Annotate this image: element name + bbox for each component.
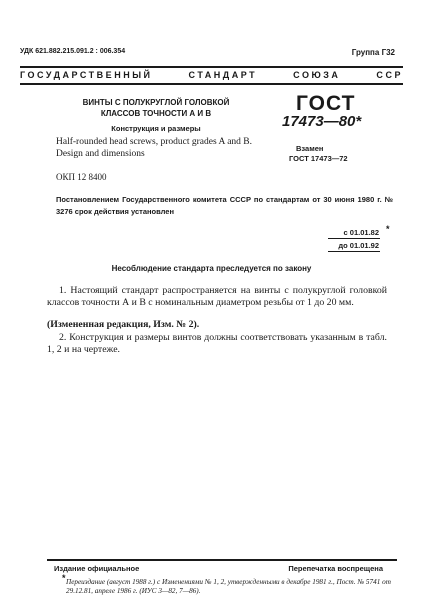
reissue-note: Переиздание (август 1988 г.) с Изменениями № 1, 2, утвержденными в декабре 1981 г., Пост. № 5741 от 29.12.81, апреле 1986 г. (ИУС 3—82, 7—86). <box>66 578 391 595</box>
footer-rule <box>47 559 397 561</box>
validity-from-rule <box>328 238 380 239</box>
asterisk-mark: * <box>386 224 390 234</box>
paragraph-2: 2. Конструкция и размеры винтов должны соответствовать указанным в табл. 1, 2 и на чертеже. <box>47 332 387 355</box>
footnote-star: * <box>62 573 66 583</box>
gost-number: 17473—80* <box>282 113 362 130</box>
english-title <box>56 137 252 160</box>
gost-label: ГОСТ <box>296 92 356 115</box>
official-edition: Издание официальное <box>54 564 140 573</box>
english-title-line-1: Half-rounded head screws, product grades A and B. <box>56 137 253 147</box>
resolution-text: Постановлением Государственного комитета СССР по стандартам от 30 июня 1980 г. № 3276 срок действия установлен <box>56 195 393 216</box>
state-standard-banner: ГОСУДАРСТВЕННЫЙ СТАНДАРТ СОЮЗА ССР <box>20 70 403 80</box>
title-construction: Конструкция и размеры <box>111 124 201 133</box>
violation-notice: Несоблюдение стандарта преследуется по закону <box>111 264 312 273</box>
udk-code: УДК 621.882.215.091.2 : 006.354 <box>20 48 126 55</box>
validity-to: до 01.01.92 <box>338 241 379 250</box>
group-code: Группа Г32 <box>351 48 395 57</box>
top-rule <box>20 66 403 68</box>
banner-rule <box>20 83 403 85</box>
title-line-2: КЛАССОВ ТОЧНОСТИ А И В <box>100 109 212 118</box>
replaces-standard: ГОСТ 17473—72 <box>289 154 348 163</box>
okp-code: ОКП 12 8400 <box>56 172 107 182</box>
amendment-note: (Измененная редакция, Изм. № 2). <box>47 319 200 330</box>
paragraph-1: 1. Настоящий стандарт распространяется на винты с полукруглой головкой классов точности А и В с номинальным диаметром резьбы от 1 до 20 мм. <box>47 285 387 308</box>
title-line-1: ВИНТЫ С ПОЛУКРУГЛОЙ ГОЛОВКОЙ <box>82 98 230 107</box>
english-title-line-2: Design and dimensions <box>56 148 145 159</box>
reprint-prohibited: Перепечатка воспрещена <box>288 564 383 573</box>
validity-to-rule <box>328 251 380 252</box>
replaces-label: Взамен <box>296 144 324 153</box>
standard-title <box>56 97 256 119</box>
validity-from: с 01.01.82 <box>343 228 379 237</box>
